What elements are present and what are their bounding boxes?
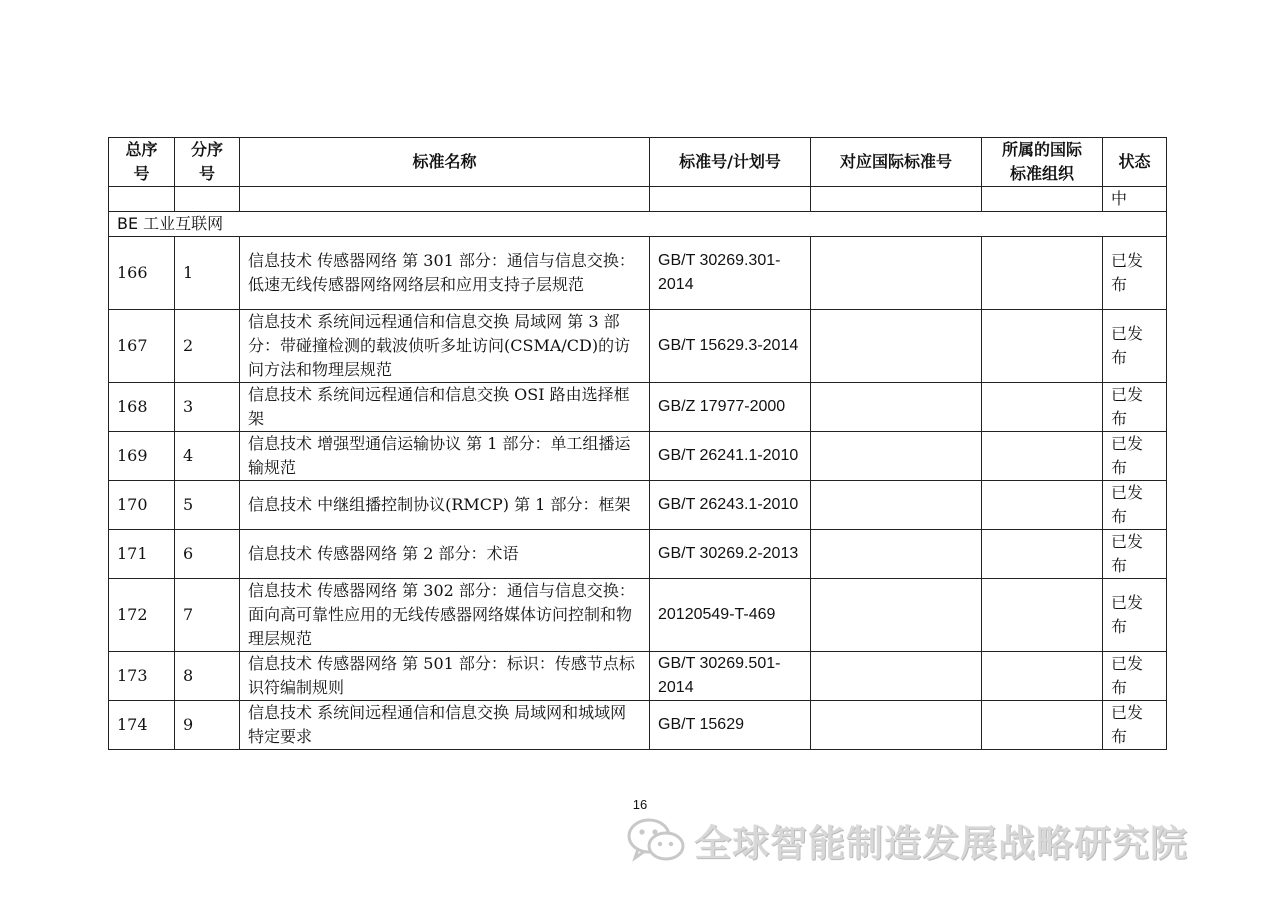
row-standard-name: 信息技术 系统间远程通信和信息交换 局域网 第 3 部分：带碰撞检测的载波侦听多址访问(CSMA/CD)的访问方法和物理层规范 bbox=[240, 310, 650, 383]
row-status: 已发布 bbox=[1103, 432, 1167, 481]
row-intl-org bbox=[982, 579, 1103, 652]
row-intl-org bbox=[982, 432, 1103, 481]
header-status: 状态 bbox=[1103, 138, 1167, 187]
row-status: 已发布 bbox=[1103, 310, 1167, 383]
row-intl-standard bbox=[811, 579, 982, 652]
row-intl-standard bbox=[811, 237, 982, 310]
row-sub-no: 3 bbox=[175, 383, 240, 432]
row-standard-number: GB/T 26241.1-2010 bbox=[650, 432, 811, 481]
row-status: 已发布 bbox=[1103, 237, 1167, 310]
row-standard-name: 信息技术 中继组播控制协议(RMCP) 第 1 部分：框架 bbox=[240, 481, 650, 530]
row-total-no: 174 bbox=[109, 701, 175, 750]
table-row bbox=[109, 310, 1167, 383]
table-row bbox=[109, 579, 1167, 652]
header-standard-number: 标准号/计划号 bbox=[650, 138, 811, 187]
row-intl-org bbox=[982, 237, 1103, 310]
row-total-no: 169 bbox=[109, 432, 175, 481]
row-total-no: 172 bbox=[109, 579, 175, 652]
header-sub-no: 分序 号 bbox=[175, 138, 240, 187]
row-intl-org bbox=[982, 481, 1103, 530]
row-status: 已发布 bbox=[1103, 530, 1167, 579]
row-sub-no: 6 bbox=[175, 530, 240, 579]
watermark-text: 全球智能制造发展战略研究院 bbox=[694, 822, 1188, 865]
page-number: 16 bbox=[632, 797, 648, 812]
row-standard-name: 信息技术 传感器网络 第 501 部分：标识：传感节点标识符编制规则 bbox=[240, 652, 650, 701]
carry-over-row bbox=[109, 187, 1167, 212]
row-standard-number: 20120549-T-469 bbox=[650, 579, 811, 652]
row-total-no: 171 bbox=[109, 530, 175, 579]
row-intl-standard bbox=[811, 530, 982, 579]
row-intl-standard bbox=[811, 652, 982, 701]
table-row bbox=[109, 701, 1167, 750]
header-total-no: 总序 号 bbox=[109, 138, 175, 187]
watermark bbox=[626, 815, 1188, 865]
row-sub-no: 1 bbox=[175, 237, 240, 310]
row-intl-standard bbox=[811, 432, 982, 481]
table-row bbox=[109, 383, 1167, 432]
row-standard-number: GB/Z 17977-2000 bbox=[650, 383, 811, 432]
row-intl-org bbox=[982, 652, 1103, 701]
row-status: 已发布 bbox=[1103, 652, 1167, 701]
row-standard-number: GB/T 26243.1-2010 bbox=[650, 481, 811, 530]
table-row bbox=[109, 530, 1167, 579]
row-standard-number: GB/T 15629.3-2014 bbox=[650, 310, 811, 383]
header-intl-standard: 对应国际标准号 bbox=[811, 138, 982, 187]
row-intl-org bbox=[982, 701, 1103, 750]
row-total-no: 168 bbox=[109, 383, 175, 432]
row-intl-standard bbox=[811, 481, 982, 530]
row-standard-name: 信息技术 传感器网络 第 2 部分：术语 bbox=[240, 530, 650, 579]
row-intl-standard bbox=[811, 383, 982, 432]
standards-table bbox=[108, 137, 1167, 750]
row-standard-name: 信息技术 系统间远程通信和信息交换 OSI 路由选择框架 bbox=[240, 383, 650, 432]
row-total-no: 173 bbox=[109, 652, 175, 701]
row-total-no: 166 bbox=[109, 237, 175, 310]
table-row bbox=[109, 237, 1167, 310]
table-row bbox=[109, 432, 1167, 481]
row-intl-org bbox=[982, 530, 1103, 579]
row-standard-name: 信息技术 传感器网络 第 302 部分：通信与信息交换：面向高可靠性应用的无线传感器网络媒体访问控制和物理层规范 bbox=[240, 579, 650, 652]
row-standard-number: GB/T 30269.301-2014 bbox=[650, 237, 811, 310]
row-intl-org bbox=[982, 310, 1103, 383]
table-row bbox=[109, 652, 1167, 701]
row-status: 已发布 bbox=[1103, 383, 1167, 432]
row-sub-no: 9 bbox=[175, 701, 240, 750]
row-total-no: 167 bbox=[109, 310, 175, 383]
carry-over-status: 中 bbox=[1103, 187, 1167, 212]
header-intl-org: 所属的国际 标准组织 bbox=[982, 138, 1103, 187]
header-row bbox=[109, 138, 1167, 187]
row-status: 已发布 bbox=[1103, 701, 1167, 750]
row-sub-no: 2 bbox=[175, 310, 240, 383]
row-standard-name: 信息技术 传感器网络 第 301 部分：通信与信息交换：低速无线传感器网络网络层和应用支持子层规范 bbox=[240, 237, 650, 310]
section-title: BE 工业互联网 bbox=[109, 212, 1167, 237]
wechat-icon bbox=[626, 816, 688, 864]
row-total-no: 170 bbox=[109, 481, 175, 530]
section-row bbox=[109, 212, 1167, 237]
row-sub-no: 7 bbox=[175, 579, 240, 652]
row-sub-no: 4 bbox=[175, 432, 240, 481]
row-status: 已发布 bbox=[1103, 481, 1167, 530]
row-status: 已发布 bbox=[1103, 579, 1167, 652]
row-standard-number: GB/T 30269.501-2014 bbox=[650, 652, 811, 701]
row-intl-standard bbox=[811, 310, 982, 383]
row-standard-number: GB/T 30269.2-2013 bbox=[650, 530, 811, 579]
row-intl-standard bbox=[811, 701, 982, 750]
header-standard-name: 标准名称 bbox=[240, 138, 650, 187]
row-standard-name: 信息技术 系统间远程通信和信息交换 局域网和城域网 特定要求 bbox=[240, 701, 650, 750]
row-sub-no: 8 bbox=[175, 652, 240, 701]
row-sub-no: 5 bbox=[175, 481, 240, 530]
row-standard-name: 信息技术 增强型通信运输协议 第 1 部分：单工组播运输规范 bbox=[240, 432, 650, 481]
row-intl-org bbox=[982, 383, 1103, 432]
table-row bbox=[109, 481, 1167, 530]
row-standard-number: GB/T 15629 bbox=[650, 701, 811, 750]
